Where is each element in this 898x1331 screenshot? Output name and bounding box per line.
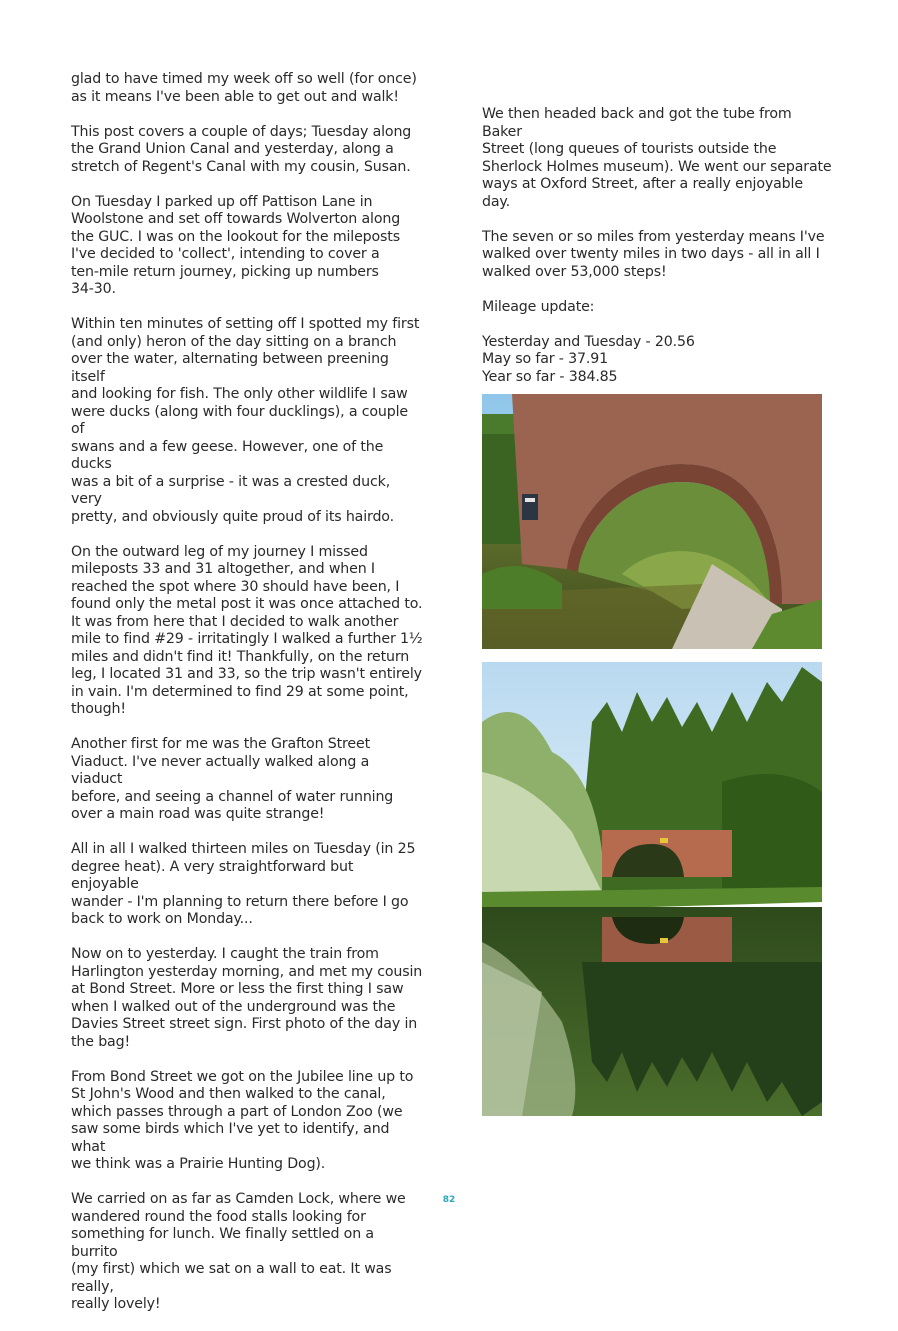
paragraph: Within ten minutes of setting off I spotted my first (and only) heron of the day sitting on a branch over the water, alternating between preening itself and looking for fish. The only other wildlife I saw were ducks (along with four ducklings), a couple of swans and a few geese. However, one of the ducks was a bit of a surprise - it was a crested duck, very pretty, and obviously quite proud of its hairdo. — [71, 316, 420, 525]
paragraph: From Bond Street we got on the Jubilee line up to St John's Wood and then walked to the canal, which passes through a part of London Zoo (we saw some birds which I've yet to identify, and what we think was a Prairie Hunting Dog). — [71, 1068, 414, 1172]
paragraph: Mileage update: — [482, 298, 595, 315]
paragraph: Yesterday and Tuesday - 20.56 May so far - 37.91 Year so far - 384.85 — [482, 333, 695, 385]
paragraph: We carried on as far as Camden Lock, where we wandered round the food stalls looking for something for lunch. We finally settled on a burrito (my first) which we sat on a wall to eat. It was really, really lovely! — [71, 1191, 406, 1312]
paragraph: On Tuesday I parked up off Pattison Lane in Woolstone and set off towards Wolverton along the GUC. I was on the lookout for the mileposts I've decided to 'collect', intending to cover a ten-mile return journey, picking up numbers 34-30. — [71, 193, 401, 297]
paragraph: glad to have timed my week off so well (for once) as it means I've been able to get out and walk! — [71, 71, 417, 105]
canal-reflection-photo — [482, 662, 822, 1116]
paragraph: Now on to yesterday. I caught the train from Harlington yesterday morning, and met my cousin at Bond Street. More or less the first thing I saw when I walked out of the underground was the Davies Street street sign. First photo of the day in the bag! — [71, 946, 423, 1050]
paragraph: We then headed back and got the tube from Baker Street (long queues of tourists outside the Sherlock Holmes museum). We went our separate ways at Oxford Street, after a really enjoyable day. — [482, 106, 832, 210]
left-text-column — [71, 71, 423, 1331]
paragraph: The seven or so miles from yesterday means I've walked over twenty miles in two days - all in all I walked over 53,000 steps! — [482, 228, 825, 280]
paragraph: All in all I walked thirteen miles on Tuesday (in 25 degree heat). A very straightforward but enjoyable wander - I'm planning to return there before I go back to work on Monday... — [71, 841, 416, 927]
paragraph: On the outward leg of my journey I missed mileposts 33 and 31 altogether, and when I reached the spot where 30 should have been, I found only the metal post it was once attached to. It was from here that I decided to walk another mile to find #29 - irritatingly I walked a further 1½ miles and didn't find it! Thankfully, on the return leg, I located 31 and 33, so the trip wasn't entirely in vain. I'm determined to find 29 at some point, though! — [71, 543, 423, 717]
bridge-photo — [482, 394, 822, 649]
paragraph: This post covers a couple of days; Tuesday along the Grand Union Canal and yesterday, along a stretch of Regent's Canal with my cousin, Susan. — [71, 123, 412, 175]
right-text-column — [482, 106, 832, 439]
page-number: 82 — [442, 1195, 456, 1205]
paragraph: Another first for me was the Grafton Street Viaduct. I've never actually walked along a viaduct before, and seeing a channel of water running over a main road was quite strange! — [71, 736, 394, 822]
